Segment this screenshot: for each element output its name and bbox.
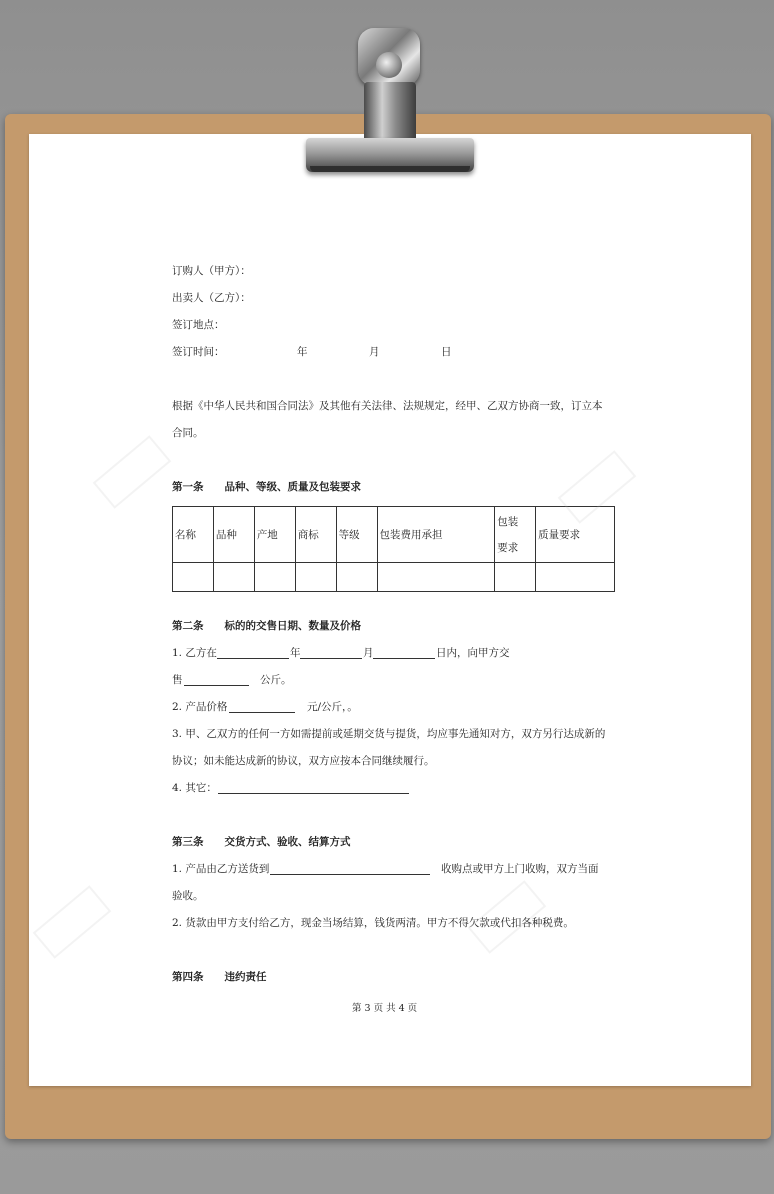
- table-header-row: [173, 507, 615, 563]
- table-header-cell: 商标: [295, 507, 336, 563]
- a2-item4-field[interactable]: [218, 793, 409, 794]
- table-cell[interactable]: [495, 563, 536, 592]
- table-header-cell: 名称: [173, 507, 214, 563]
- place-label: 签订地点：: [172, 319, 225, 331]
- page-number: 第 3 页 共 4 页: [352, 1003, 418, 1014]
- table-row: [173, 563, 615, 592]
- table-header-cell: 质量要求: [536, 507, 615, 563]
- preamble-line-1: 根据《中华人民共和国合同法》及其他有关法律、法规规定，经甲、乙双方协商一致，订立本: [172, 400, 603, 412]
- table-header-cell: 包装费用承担: [377, 507, 495, 563]
- table-header-cell-packaging: [495, 507, 536, 563]
- a2-item1-start: 1. 乙方在: [172, 647, 217, 659]
- a2-item1-day-field[interactable]: [373, 658, 435, 659]
- table-cell[interactable]: [173, 563, 214, 592]
- a2-item1-month-field[interactable]: [300, 658, 362, 659]
- a2-item3-line-1: 3. 甲、乙双方的任何一方如需提前或延期交货与提货，均应事先通知对方，双方另行达成新的: [172, 728, 606, 740]
- table-cell[interactable]: [336, 563, 377, 592]
- a3-item1-accept: 验收。: [172, 890, 204, 902]
- article-2-title: 第二条 标的的交售日期、数量及价格: [172, 620, 361, 632]
- table-header-cell: 品种: [213, 507, 254, 563]
- a2-item2-unit: 元/公斤，。: [307, 701, 358, 713]
- time-year: 年: [297, 346, 308, 358]
- table-cell[interactable]: [213, 563, 254, 592]
- spec-table: [172, 506, 615, 592]
- a2-item1-tail: 日内，向甲方交: [436, 647, 510, 659]
- time-label: 签订时间：: [172, 346, 225, 358]
- clip-hole-icon: [376, 52, 402, 78]
- preamble-line-2: 合同。: [172, 427, 204, 439]
- table-cell[interactable]: [254, 563, 295, 592]
- table-cell[interactable]: [377, 563, 495, 592]
- table-cell[interactable]: [536, 563, 615, 592]
- packaging-header-line-2: 要求: [497, 541, 519, 554]
- a2-item1-qty-field[interactable]: [184, 685, 249, 686]
- a3-item1-location-field[interactable]: [270, 874, 430, 875]
- clip-edge-icon: [310, 166, 470, 172]
- packaging-header-line-1: 包装: [497, 515, 519, 528]
- a2-item2-start: 2. 产品价格: [172, 701, 228, 713]
- table-header-cell: 产地: [254, 507, 295, 563]
- a2-item1-sell: 售: [172, 674, 183, 686]
- document-page: [29, 134, 751, 1086]
- buyer-label: 订购人（甲方）：: [172, 265, 251, 277]
- a2-item1-month: 月: [363, 647, 374, 659]
- a3-item1-tail: 收购点或甲方上门收购，双方当面: [441, 863, 599, 875]
- time-day: 日: [441, 346, 452, 358]
- a2-item1-unit: 公斤。: [260, 674, 292, 686]
- a2-item4: 4. 其它：: [172, 782, 217, 794]
- article-3-title: 第三条 交货方式、验收、结算方式: [172, 836, 351, 848]
- a3-item1-start: 1. 产品由乙方送货到: [172, 863, 270, 875]
- a2-item3-line-2: 协议；如未能达成新的协议，双方应按本合同继续履行。: [172, 755, 435, 767]
- table-header-cell: 等级: [336, 507, 377, 563]
- time-month: 月: [369, 346, 380, 358]
- article-4-title: 第四条 违约责任: [172, 971, 267, 983]
- a2-item1-year: 年: [290, 647, 301, 659]
- table-cell[interactable]: [295, 563, 336, 592]
- a2-item2-price-field[interactable]: [229, 712, 295, 713]
- a2-item1-year-field[interactable]: [217, 658, 289, 659]
- clip-neck-icon: [364, 82, 416, 144]
- seller-label: 出卖人（乙方）：: [172, 292, 251, 304]
- a3-item2: 2. 货款由甲方支付给乙方，现金当场结算，钱货两清。甲方不得欠款或代扣各种税费。: [172, 917, 574, 929]
- article-1-title: 第一条 品种、等级、质量及包装要求: [172, 481, 361, 493]
